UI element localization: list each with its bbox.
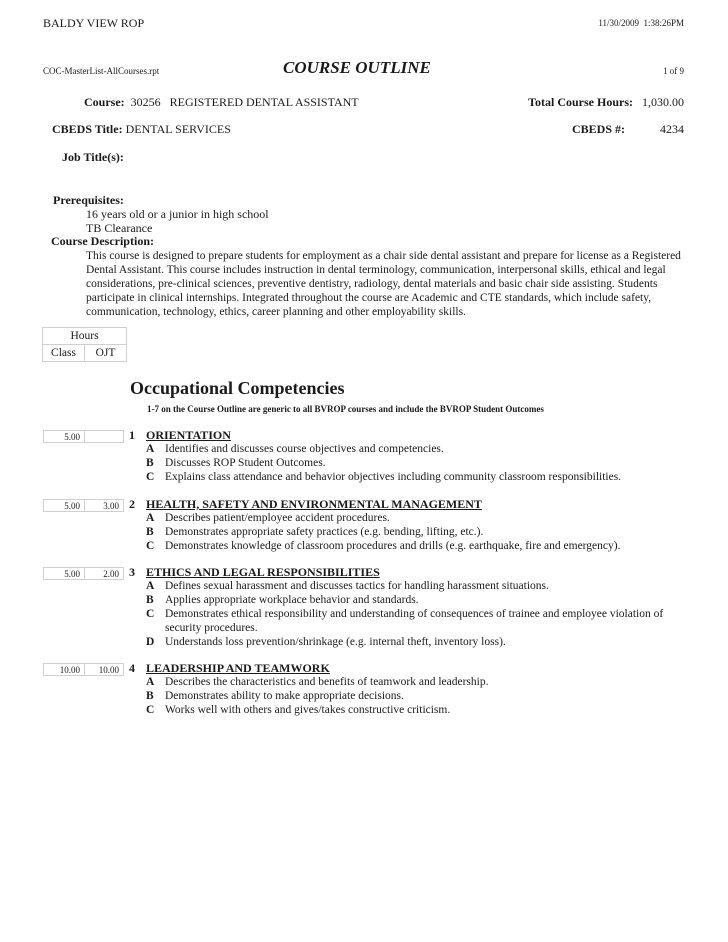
hours-header-table bbox=[42, 327, 127, 362]
list-item bbox=[146, 607, 685, 635]
item-letter: C bbox=[146, 540, 155, 552]
item-text: Understands loss prevention/shrinkage (e.g. internal theft, inventory loss). bbox=[165, 636, 506, 648]
class-hours: 10.00 bbox=[43, 663, 85, 676]
item-text: Defines sexual harassment and discusses tactics for handling harassment situations. bbox=[165, 580, 549, 592]
course-name: REGISTERED DENTAL ASSISTANT bbox=[169, 95, 359, 109]
ojt-hours: 3.00 bbox=[84, 499, 124, 512]
item-text: Identifies and discusses course objectives and competencies. bbox=[165, 443, 444, 455]
item-text: Demonstrates ability to make appropriate decisions. bbox=[165, 690, 404, 702]
item-letter: B bbox=[146, 457, 154, 469]
course-label: Course: bbox=[84, 95, 125, 109]
list-item bbox=[146, 525, 685, 539]
unit-number: 3 bbox=[129, 565, 135, 579]
item-text: Applies appropriate workplace behavior and standards. bbox=[165, 594, 419, 606]
item-letter: A bbox=[146, 443, 155, 455]
item-letter: A bbox=[146, 512, 155, 524]
list-item bbox=[146, 456, 685, 470]
item-text: Works well with others and gives/takes constructive criticism. bbox=[165, 704, 451, 716]
item-text: Demonstrates ethical responsibility and understanding of consequences of trainee and employee violation of security procedures. bbox=[165, 608, 664, 634]
cbeds-title-label: CBEDS Title: bbox=[52, 122, 123, 136]
item-letter: C bbox=[146, 471, 155, 483]
unit-items bbox=[146, 511, 685, 553]
item-letter: A bbox=[146, 580, 155, 592]
class-column-header: Class bbox=[43, 345, 85, 362]
list-item bbox=[146, 539, 685, 553]
report-datetime bbox=[598, 18, 684, 28]
course-line bbox=[84, 95, 359, 110]
item-letter: C bbox=[146, 608, 155, 620]
page-indicator: 1 of 9 bbox=[663, 66, 684, 76]
unit-hours bbox=[43, 499, 123, 512]
course-description-heading: Course Description: bbox=[51, 234, 154, 248]
list-item bbox=[146, 635, 685, 649]
course-description-text: This course is designed to prepare students for employment as a chair side dental assistant and prepare for license as a Registered Dental Assistant. This course includes instruction in dental terminology, communication, interpersonal skills, ethical and legal considerations, pre-clinical sciences, preventive dentistry, radiology, dental materials and basic chair side assisting. Students participate in clinical internships. Integrated throughout the course are Academic and CTE standards, which include safety, communication, technology, ethics, career planning and other employability skills. bbox=[86, 250, 681, 318]
organization-name: BALDY VIEW ROP bbox=[43, 16, 145, 30]
item-text: Demonstrates appropriate safety practices (e.g. bending, lifting, etc.). bbox=[165, 526, 484, 538]
cbeds-number-label: CBEDS #: bbox=[571, 122, 625, 136]
item-letter: C bbox=[146, 704, 155, 716]
unit-number: 1 bbox=[129, 428, 135, 442]
job-titles-label: Job Title(s): bbox=[62, 150, 124, 164]
item-text: Demonstrates knowledge of classroom procedures and drills (e.g. earthquake, fire and emergency). bbox=[165, 540, 621, 552]
cbeds-title-value: DENTAL SERVICES bbox=[125, 122, 231, 136]
report-date: 11/30/2009 bbox=[598, 18, 639, 28]
list-item bbox=[146, 675, 685, 689]
unit-number: 4 bbox=[129, 661, 135, 675]
hours-header: Hours bbox=[43, 328, 127, 345]
class-hours: 5.00 bbox=[43, 567, 85, 580]
list-item bbox=[146, 593, 685, 607]
total-hours-line bbox=[528, 95, 684, 110]
unit-title: LEADERSHIP AND TEAMWORK bbox=[146, 661, 330, 675]
document-title: COURSE OUTLINE bbox=[283, 58, 431, 77]
unit-hours bbox=[43, 430, 123, 443]
unit-items bbox=[146, 442, 685, 484]
cbeds-title-line bbox=[52, 122, 231, 137]
item-text: Describes the characteristics and benefits of teamwork and leadership. bbox=[165, 676, 489, 688]
list-item bbox=[146, 442, 685, 456]
total-hours-value: 1,030.00 bbox=[642, 95, 684, 109]
unit-items bbox=[146, 579, 685, 649]
item-text: Explains class attendance and behavior objectives including community classroom responsibilities. bbox=[165, 471, 622, 483]
cbeds-number-value: 4234 bbox=[660, 122, 684, 136]
unit-items bbox=[146, 675, 685, 717]
prerequisites-list bbox=[86, 207, 269, 235]
competencies-note: 1-7 on the Course Outline are generic to all BVROP courses and include the BVROP Student Outcomes bbox=[147, 404, 544, 414]
unit-hours bbox=[43, 663, 123, 676]
total-hours-label: Total Course Hours: bbox=[528, 95, 633, 109]
item-letter: A bbox=[146, 676, 155, 688]
class-hours: 5.00 bbox=[43, 430, 85, 443]
item-letter: D bbox=[146, 636, 155, 648]
course-number: 30256 bbox=[130, 95, 161, 109]
ojt-hours bbox=[84, 430, 124, 443]
unit-hours bbox=[43, 567, 123, 580]
report-file-name: COC-MasterList-AllCourses.rpt bbox=[43, 66, 160, 76]
list-item bbox=[146, 689, 685, 703]
prerequisite-item: TB Clearance bbox=[86, 221, 153, 235]
list-item bbox=[146, 579, 685, 593]
cbeds-number-line bbox=[572, 122, 684, 137]
item-text: Describes patient/employee accident procedures. bbox=[165, 512, 390, 524]
item-text: Discusses ROP Student Outcomes. bbox=[165, 457, 326, 469]
prerequisites-heading: Prerequisites: bbox=[53, 193, 124, 207]
list-item bbox=[146, 470, 685, 484]
ojt-column-header: OJT bbox=[85, 345, 127, 362]
item-letter: B bbox=[146, 594, 154, 606]
list-item bbox=[146, 511, 685, 525]
ojt-hours: 2.00 bbox=[84, 567, 124, 580]
unit-number: 2 bbox=[129, 497, 135, 511]
unit-title: HEALTH, SAFETY AND ENVIRONMENTAL MANAGEMENT bbox=[146, 497, 482, 511]
item-letter: B bbox=[146, 690, 154, 702]
report-time: 1:38:26PM bbox=[643, 18, 684, 28]
class-hours: 5.00 bbox=[43, 499, 85, 512]
list-item bbox=[146, 703, 685, 717]
prerequisite-item: 16 years old or a junior in high school bbox=[86, 207, 269, 221]
unit-title: ORIENTATION bbox=[146, 428, 231, 442]
unit-title: ETHICS AND LEGAL RESPONSIBILITIES bbox=[146, 565, 380, 579]
ojt-hours: 10.00 bbox=[84, 663, 124, 676]
competencies-heading: Occupational Competencies bbox=[130, 378, 345, 398]
item-letter: B bbox=[146, 526, 154, 538]
